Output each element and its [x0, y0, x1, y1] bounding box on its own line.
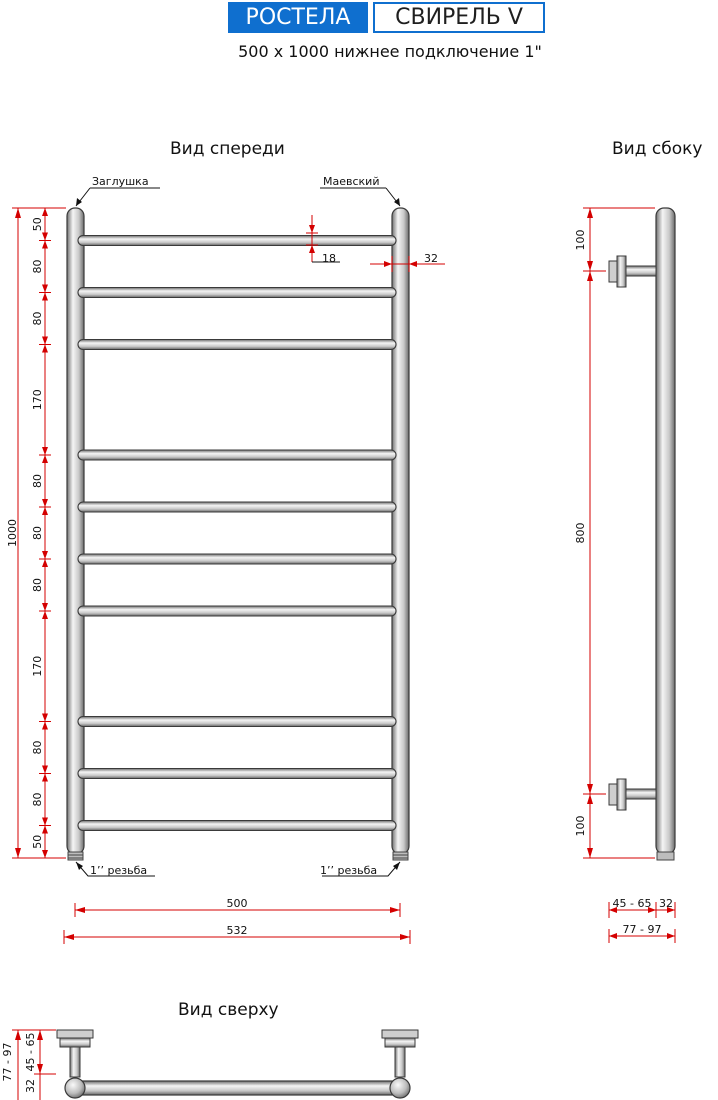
spacing-arrow	[42, 208, 48, 216]
spacing-arrow	[42, 455, 48, 463]
rung-8	[78, 717, 396, 727]
rung-9	[78, 769, 396, 779]
thread-right-label: 1’’ резьба	[320, 864, 378, 877]
product-subtitle: 500 x 1000 нижнее подключение 1"	[238, 42, 542, 61]
side-view-title: Вид сбоку	[612, 139, 703, 159]
rung-1	[78, 236, 396, 246]
spacing-arrow	[42, 345, 48, 353]
thread-left-label: 1’’ резьба	[90, 864, 148, 877]
top-view-title: Вид сверху	[178, 1000, 279, 1020]
top-wall-gap-label: 45 - 65	[24, 1032, 37, 1072]
lower-wall-bracket	[609, 779, 656, 810]
spacing-label-10: 80	[31, 792, 44, 807]
top-pipe-depth-label: 32	[24, 1079, 37, 1093]
side-view-radiator	[609, 208, 675, 860]
front-view-radiator	[67, 208, 409, 860]
rung-7	[78, 606, 396, 616]
spacing-arrow	[42, 447, 48, 455]
spacing-arrow	[42, 241, 48, 249]
spacing-arrow	[42, 850, 48, 858]
side-height-dimensions	[583, 208, 655, 858]
spacing-label-7: 80	[31, 578, 44, 592]
side-mount-span-label: 800	[574, 522, 587, 544]
top-view-radiator	[57, 1030, 418, 1098]
side-wall-gap-label: 45 - 65	[612, 897, 652, 910]
rung-2	[78, 288, 396, 298]
rung-6	[78, 554, 396, 564]
left-thread	[68, 852, 83, 860]
top-total-depth-label: 77 - 97	[1, 1042, 14, 1082]
spacing-arrow	[42, 337, 48, 345]
spacing-label-4: 170	[31, 389, 44, 411]
spacing-arrow	[42, 611, 48, 619]
spacing-label-8: 170	[31, 655, 44, 677]
front-view-title: Вид спереди	[170, 139, 285, 159]
spacing-arrow	[42, 285, 48, 293]
spacing-arrow	[42, 559, 48, 567]
spacing-arrow	[42, 774, 48, 782]
right-riser-section	[390, 1078, 410, 1098]
spacing-arrow	[42, 507, 48, 515]
spacing-arrow	[42, 603, 48, 611]
rung-3	[78, 340, 396, 350]
rung-diameter-label: 18	[322, 252, 336, 265]
spacing-label-9: 80	[31, 740, 44, 755]
width-overall-label: 532	[226, 924, 248, 937]
rung-4	[78, 450, 396, 460]
spacing-arrow	[42, 818, 48, 826]
spacing-label-2: 80	[31, 259, 44, 274]
plug-label: Заглушка	[92, 175, 149, 188]
rung-5	[78, 502, 396, 512]
spacing-arrow	[42, 551, 48, 559]
spacing-arrow	[42, 826, 48, 834]
side-bottom-offset-label: 100	[574, 815, 587, 837]
spacing-label-5: 80	[31, 474, 44, 488]
brand-logo: РОСТЕЛА	[228, 2, 368, 33]
model-name: СВИРЕЛЬ V	[373, 2, 545, 33]
right-riser	[392, 208, 409, 854]
spacing-arrow	[42, 714, 48, 722]
right-thread	[393, 852, 408, 860]
spacing-arrow	[42, 722, 48, 730]
spacing-arrow	[42, 293, 48, 301]
rungs-group	[78, 236, 396, 831]
pipe-diameter-label: 32	[424, 252, 438, 265]
left-riser	[67, 208, 84, 854]
right-wall-flange	[382, 1030, 418, 1038]
spacing-arrow	[42, 233, 48, 241]
spacing-arrow	[42, 499, 48, 507]
upper-wall-bracket	[609, 256, 656, 287]
side-total-depth-label: 77 - 97	[622, 923, 662, 936]
top-rung	[75, 1081, 400, 1095]
overall-height-label: 1000	[6, 519, 19, 547]
vent-label: Маевский	[323, 175, 380, 188]
rung-10	[78, 821, 396, 831]
spacing-label-11: 50	[31, 834, 44, 849]
left-wall-flange	[57, 1030, 93, 1038]
left-riser-section	[65, 1078, 85, 1098]
side-top-offset-label: 100	[574, 229, 587, 251]
side-thread	[657, 852, 674, 860]
side-riser	[656, 208, 675, 854]
spacing-label-1: 50	[31, 217, 44, 232]
spacing-arrow	[42, 766, 48, 774]
side-pipe-depth-label: 32	[659, 897, 673, 910]
spacing-label-6: 80	[31, 526, 44, 540]
spacing-label-3: 80	[31, 311, 44, 326]
width-axis-label: 500	[226, 897, 248, 910]
